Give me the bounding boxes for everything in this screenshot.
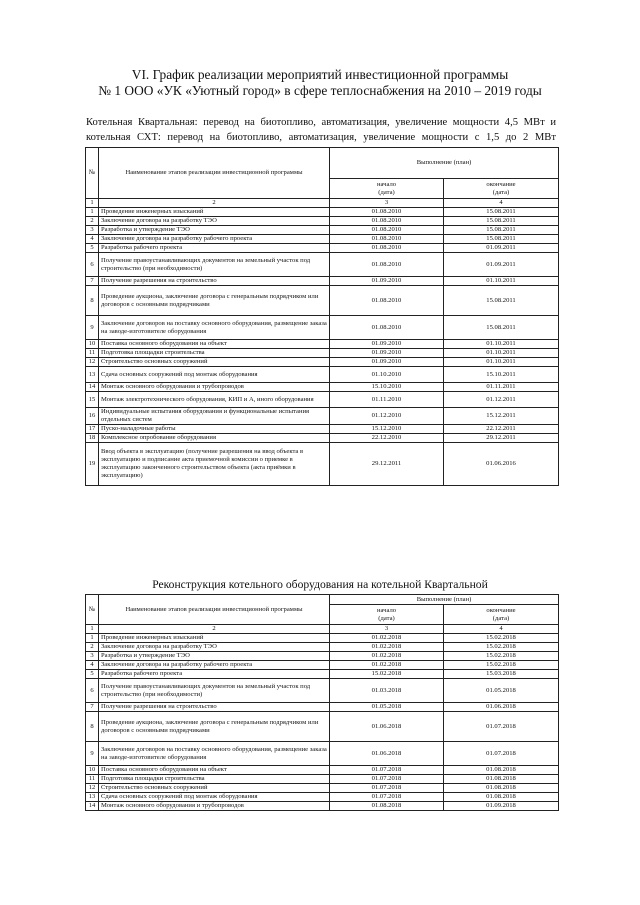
end-date: 01.08.2018 [444, 784, 559, 793]
end-date: 01.10.2011 [444, 349, 559, 358]
table-row [86, 643, 559, 652]
end-date: 01.08.2018 [444, 766, 559, 775]
row-number: 10 [86, 766, 99, 775]
table-row [86, 392, 559, 408]
row-number: 4 [86, 661, 99, 670]
table-row [86, 367, 559, 383]
stage-name: Поставка основного оборудования на объект [99, 766, 330, 775]
row-number: 5 [86, 244, 99, 253]
stage-name: Строительство основных сооружений [99, 784, 330, 793]
end-date: 01.06.2016 [444, 443, 559, 486]
header-name: Наименование этапов реализации инвестиционной программы [99, 148, 330, 199]
table-row [86, 217, 559, 226]
start-date: 01.08.2010 [330, 253, 444, 277]
table-row [86, 408, 559, 425]
header-execution: Выполнение (план) [330, 595, 559, 605]
column-index-cell: 1 [86, 199, 99, 208]
row-number: 11 [86, 775, 99, 784]
column-index-cell: 4 [444, 199, 559, 208]
row-number: 4 [86, 235, 99, 244]
column-index-cell: 3 [330, 199, 444, 208]
section-2-title: Реконструкция котельного оборудования на котельной Квартальной [152, 578, 488, 591]
stage-name: Комплексное опробование оборудования [99, 434, 330, 443]
start-date: 01.08.2010 [330, 286, 444, 316]
table-row [86, 679, 559, 703]
table-row [86, 670, 559, 679]
stage-name: Сдача основных сооружений под монтаж оборудования [99, 367, 330, 383]
column-index-cell: 2 [99, 199, 330, 208]
stage-name: Монтаж электротехнического оборудования, КИП и А, иного оборудования [99, 392, 330, 408]
stage-name: Пуско-наладочные работы [99, 425, 330, 434]
row-number: 9 [86, 742, 99, 766]
start-date: 01.09.2010 [330, 277, 444, 286]
end-date: 01.06.2018 [444, 703, 559, 712]
header-end [444, 605, 559, 625]
end-date: 01.10.2011 [444, 277, 559, 286]
stage-name: Разработка и утверждение ТЭО [99, 226, 330, 235]
row-number: 2 [86, 643, 99, 652]
table-row [86, 652, 559, 661]
row-number: 14 [86, 383, 99, 392]
start-date: 01.02.2018 [330, 634, 444, 643]
start-date: 01.08.2010 [330, 226, 444, 235]
row-number: 7 [86, 703, 99, 712]
start-date: 01.10.2010 [330, 367, 444, 383]
table-row [86, 434, 559, 443]
table-row [86, 661, 559, 670]
end-date: 01.07.2018 [444, 712, 559, 742]
row-number: 1 [86, 208, 99, 217]
end-date: 01.09.2011 [444, 244, 559, 253]
header-start [330, 605, 444, 625]
intro-line1: Котельная Квартальная: перевод на биотопливо, автоматизация, увеличение мощности 4,5 МВт и [86, 117, 556, 128]
start-date: 01.08.2010 [330, 316, 444, 340]
table-row [86, 349, 559, 358]
table-row [86, 383, 559, 392]
end-date: 15.08.2011 [444, 316, 559, 340]
table-row [86, 286, 559, 316]
end-date: 01.08.2018 [444, 793, 559, 802]
column-index-cell: 4 [444, 625, 559, 634]
stage-name: Проведение инженерных изысканий [99, 634, 330, 643]
column-index-cell: 2 [99, 625, 330, 634]
table-row [86, 358, 559, 367]
header-start-label: начало [376, 180, 397, 188]
stage-name: Проведение инженерных изысканий [99, 208, 330, 217]
table-row [86, 793, 559, 802]
start-date: 22.12.2010 [330, 434, 444, 443]
column-index-cell: 1 [86, 625, 99, 634]
header-name: Наименование этапов реализации инвестиционной программы [99, 595, 330, 625]
table-row [86, 742, 559, 766]
end-date: 15.02.2018 [444, 652, 559, 661]
start-date: 01.11.2010 [330, 392, 444, 408]
end-date: 15.10.2011 [444, 367, 559, 383]
header-start [330, 179, 444, 199]
stage-name: Индивидуальные испытания оборудования и функциональные испытания отдельных систем [99, 408, 330, 425]
table-row [86, 784, 559, 793]
start-date: 01.07.2018 [330, 775, 444, 784]
column-index-cell: 3 [330, 625, 444, 634]
end-date: 29.12.2011 [444, 434, 559, 443]
header-start-unit: (дата) [378, 188, 395, 196]
row-number: 5 [86, 670, 99, 679]
stage-name: Заключение договора на разработку рабочего проекта [99, 235, 330, 244]
start-date: 01.07.2018 [330, 793, 444, 802]
end-date: 15.08.2011 [444, 226, 559, 235]
start-date: 01.09.2010 [330, 349, 444, 358]
row-number: 8 [86, 286, 99, 316]
end-date: 15.08.2011 [444, 286, 559, 316]
header-start-unit: (дата) [378, 614, 395, 622]
row-number: 13 [86, 367, 99, 383]
header-end [444, 179, 559, 199]
stage-name: Проведение аукциона, заключение договора с генеральным подрядчиком или договоров с основными подрядчиками [99, 286, 330, 316]
start-date: 01.05.2018 [330, 703, 444, 712]
stage-name: Получение правоустанавливающих документов на земельный участок под строительство (при необходимости) [99, 679, 330, 703]
row-number: 19 [86, 443, 99, 486]
table-row [86, 235, 559, 244]
row-number: 9 [86, 316, 99, 340]
schedule-table-1 [85, 147, 559, 486]
row-number: 1 [86, 634, 99, 643]
start-date: 15.10.2010 [330, 383, 444, 392]
start-date: 01.07.2018 [330, 784, 444, 793]
end-date: 01.12.2011 [444, 392, 559, 408]
end-date: 01.08.2018 [444, 775, 559, 784]
end-date: 15.12.2011 [444, 408, 559, 425]
table-row [86, 775, 559, 784]
row-number: 3 [86, 652, 99, 661]
row-number: 8 [86, 712, 99, 742]
header-row [86, 595, 559, 605]
start-date: 01.09.2010 [330, 358, 444, 367]
stage-name: Заключение договоров на поставку основного оборудования, размещение заказа на заводе-изготовителе оборудования [99, 316, 330, 340]
end-date: 15.02.2018 [444, 634, 559, 643]
stage-name: Получение правоустанавливающих документов на земельный участок под строительство (при необходимости) [99, 253, 330, 277]
header-start-label: начало [376, 606, 397, 614]
header-end-label: окончание [486, 606, 516, 614]
row-number: 3 [86, 226, 99, 235]
stage-name: Заключение договора на разработку рабочего проекта [99, 661, 330, 670]
stage-name: Строительство основных сооружений [99, 358, 330, 367]
start-date: 01.08.2018 [330, 802, 444, 811]
row-number: 6 [86, 679, 99, 703]
start-date: 01.06.2018 [330, 742, 444, 766]
table-row [86, 340, 559, 349]
stage-name: Ввод объекта в эксплуатацию (получение разрешения на ввод объекта в эксплуатацию и подписание акта приемочной комиссии о приемке в эксплуатацию законченного строительством объекта (акта приёмки в эксплуатацию) [99, 443, 330, 486]
header-end-unit: (дата) [492, 614, 510, 622]
start-date: 01.06.2018 [330, 712, 444, 742]
start-date: 01.08.2010 [330, 217, 444, 226]
table-row [86, 634, 559, 643]
column-index-row [86, 625, 559, 634]
stage-name: Монтаж основного оборудования и трубопроводов [99, 383, 330, 392]
stage-name: Поставка основного оборудования на объект [99, 340, 330, 349]
stage-name: Заключение договоров на поставку основного оборудования, размещение заказа на заводе-изготовителе оборудования [99, 742, 330, 766]
stage-name: Монтаж основного оборудования и трубопроводов [99, 802, 330, 811]
end-date: 01.10.2011 [444, 340, 559, 349]
start-date: 01.07.2018 [330, 766, 444, 775]
row-number: 18 [86, 434, 99, 443]
row-number: 13 [86, 793, 99, 802]
table-row [86, 443, 559, 486]
column-index-row [86, 199, 559, 208]
table-row [86, 712, 559, 742]
row-number: 15 [86, 392, 99, 408]
start-date: 01.08.2010 [330, 235, 444, 244]
row-number: 2 [86, 217, 99, 226]
stage-name: Получение разрешения на строительство [99, 277, 330, 286]
row-number: 16 [86, 408, 99, 425]
stage-name: Сдача основных сооружений под монтаж оборудования [99, 793, 330, 802]
table-row [86, 316, 559, 340]
start-date: 01.08.2010 [330, 208, 444, 217]
start-date: 01.02.2018 [330, 643, 444, 652]
stage-name: Подготовка площадки строительства [99, 349, 330, 358]
end-date: 22.12.2011 [444, 425, 559, 434]
end-date: 01.05.2018 [444, 679, 559, 703]
start-date: 01.12.2010 [330, 408, 444, 425]
stage-name: Разработка и утверждение ТЭО [99, 652, 330, 661]
end-date: 15.02.2018 [444, 661, 559, 670]
end-date: 01.10.2011 [444, 358, 559, 367]
header-execution: Выполнение (план) [330, 148, 559, 179]
end-date: 15.08.2011 [444, 208, 559, 217]
start-date: 01.08.2010 [330, 244, 444, 253]
header-end-label: окончание [486, 180, 516, 188]
end-date: 15.08.2011 [444, 217, 559, 226]
table-row [86, 802, 559, 811]
header-row [86, 148, 559, 179]
end-date: 01.07.2018 [444, 742, 559, 766]
end-date: 01.09.2018 [444, 802, 559, 811]
start-date: 01.09.2010 [330, 340, 444, 349]
stage-name: Заключение договора на разработку ТЭО [99, 643, 330, 652]
row-number: 12 [86, 358, 99, 367]
page-title-line2: № 1 ООО «УК «Уютный город» в сфере теплоснабжения на 2010 – 2019 годы [98, 83, 542, 98]
end-date: 01.09.2011 [444, 253, 559, 277]
table-row [86, 226, 559, 235]
end-date: 15.02.2018 [444, 643, 559, 652]
end-date: 15.08.2011 [444, 235, 559, 244]
stage-name: Заключение договора на разработку ТЭО [99, 217, 330, 226]
table-row [86, 425, 559, 434]
header-end-unit: (дата) [492, 188, 510, 196]
row-number: 17 [86, 425, 99, 434]
row-number: 6 [86, 253, 99, 277]
page-title-line1: VI. График реализации мероприятий инвестиционной программы [131, 67, 509, 82]
table-row [86, 253, 559, 277]
table-row [86, 208, 559, 217]
end-date: 15.03.2018 [444, 670, 559, 679]
row-number: 14 [86, 802, 99, 811]
start-date: 01.02.2018 [330, 661, 444, 670]
schedule-table-2 [85, 594, 559, 811]
start-date: 15.02.2018 [330, 670, 444, 679]
row-number: 7 [86, 277, 99, 286]
stage-name: Подготовка площадки строительства [99, 775, 330, 784]
header-num: № [86, 148, 99, 199]
table-row [86, 703, 559, 712]
start-date: 01.02.2018 [330, 652, 444, 661]
row-number: 11 [86, 349, 99, 358]
end-date: 01.11.2011 [444, 383, 559, 392]
stage-name: Разработка рабочего проекта [99, 670, 330, 679]
table-row [86, 277, 559, 286]
stage-name: Проведение аукциона, заключение договора с генеральным подрядчиком или договоров с основными подрядчиками [99, 712, 330, 742]
row-number: 10 [86, 340, 99, 349]
start-date: 15.12.2010 [330, 425, 444, 434]
header-num: № [86, 595, 99, 625]
start-date: 29.12.2011 [330, 443, 444, 486]
start-date: 01.03.2018 [330, 679, 444, 703]
stage-name: Разработка рабочего проекта [99, 244, 330, 253]
stage-name: Получение разрешения на строительство [99, 703, 330, 712]
row-number: 12 [86, 784, 99, 793]
table-row [86, 244, 559, 253]
table-row [86, 766, 559, 775]
intro-line2: котельная СХТ: перевод на биотопливо, автоматизация, увеличение мощности с 1,5 до 2 МВт [86, 132, 556, 143]
